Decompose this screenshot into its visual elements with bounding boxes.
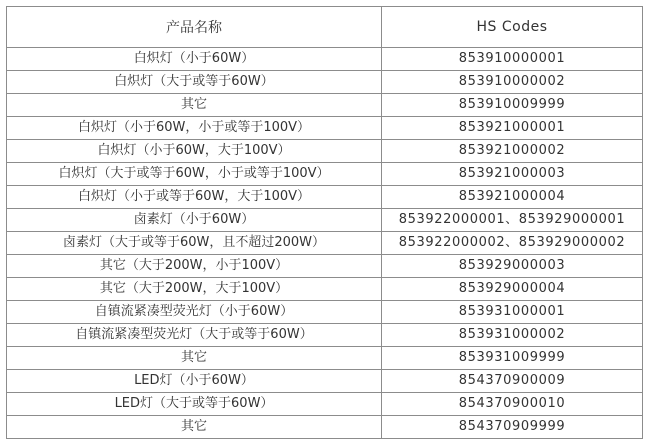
table-row [7, 278, 643, 301]
table-row [7, 140, 643, 163]
product-name-cell: 其它 [7, 347, 382, 370]
hs-code-cell: 854370900009 [382, 370, 643, 393]
product-name-cell: 其它（大于200W，小于100V） [7, 255, 382, 278]
product-name-cell: 白炽灯（小于60W，小于或等于100V） [7, 117, 382, 140]
table-row [7, 71, 643, 94]
product-name-cell: 白炽灯（小于60W，大于100V） [7, 140, 382, 163]
hs-code-cell: 853931000001 [382, 301, 643, 324]
product-name-cell: 其它 [7, 94, 382, 117]
product-name-cell: 白炽灯（小于60W） [7, 48, 382, 71]
hs-code-cell: 853922000001、853929000001 [382, 209, 643, 232]
product-name-cell: 卤素灯（大于或等于60W，且不超过200W） [7, 232, 382, 255]
product-name-cell: 卤素灯（小于60W） [7, 209, 382, 232]
table-row [7, 370, 643, 393]
hs-code-cell: 853929000003 [382, 255, 643, 278]
hs-code-cell: 853910009999 [382, 94, 643, 117]
product-name-cell: 白炽灯（大于或等于60W） [7, 71, 382, 94]
product-name-cell: LED灯（小于60W） [7, 370, 382, 393]
hs-code-cell: 853921000002 [382, 140, 643, 163]
hs-code-cell: 853910000001 [382, 48, 643, 71]
table-body [7, 48, 643, 439]
hs-code-cell: 853921000001 [382, 117, 643, 140]
product-name-cell: 其它 [7, 416, 382, 439]
table-row [7, 393, 643, 416]
product-name-cell: 白炽灯（大于或等于60W，小于或等于100V） [7, 163, 382, 186]
table-row [7, 186, 643, 209]
product-name-cell: LED灯（大于或等于60W） [7, 393, 382, 416]
hs-code-cell: 853922000002、853929000002 [382, 232, 643, 255]
product-name-cell: 自镇流紧凑型荧光灯（小于60W） [7, 301, 382, 324]
table-row [7, 163, 643, 186]
table-row [7, 232, 643, 255]
table-row [7, 255, 643, 278]
hs-code-cell: 853921000003 [382, 163, 643, 186]
header-product-name: 产品名称 [7, 7, 382, 48]
product-name-cell: 白炽灯（小于或等于60W，大于100V） [7, 186, 382, 209]
product-name-cell: 其它（大于200W，大于100V） [7, 278, 382, 301]
table-header-row [7, 7, 643, 48]
hs-code-table [6, 6, 643, 439]
hs-code-cell: 854370909999 [382, 416, 643, 439]
table-row [7, 117, 643, 140]
header-hs-codes: HS Codes [382, 7, 643, 48]
table-row [7, 209, 643, 232]
hs-code-cell: 853929000004 [382, 278, 643, 301]
table-row [7, 324, 643, 347]
hs-code-cell: 854370900010 [382, 393, 643, 416]
table-row [7, 48, 643, 71]
table-row [7, 94, 643, 117]
table-row [7, 301, 643, 324]
product-name-cell: 自镇流紧凑型荧光灯（大于或等于60W） [7, 324, 382, 347]
hs-code-cell: 853910000002 [382, 71, 643, 94]
hs-code-cell: 853931009999 [382, 347, 643, 370]
hs-code-table-container [6, 6, 642, 439]
table-row [7, 347, 643, 370]
hs-code-cell: 853931000002 [382, 324, 643, 347]
table-row [7, 416, 643, 439]
hs-code-cell: 853921000004 [382, 186, 643, 209]
